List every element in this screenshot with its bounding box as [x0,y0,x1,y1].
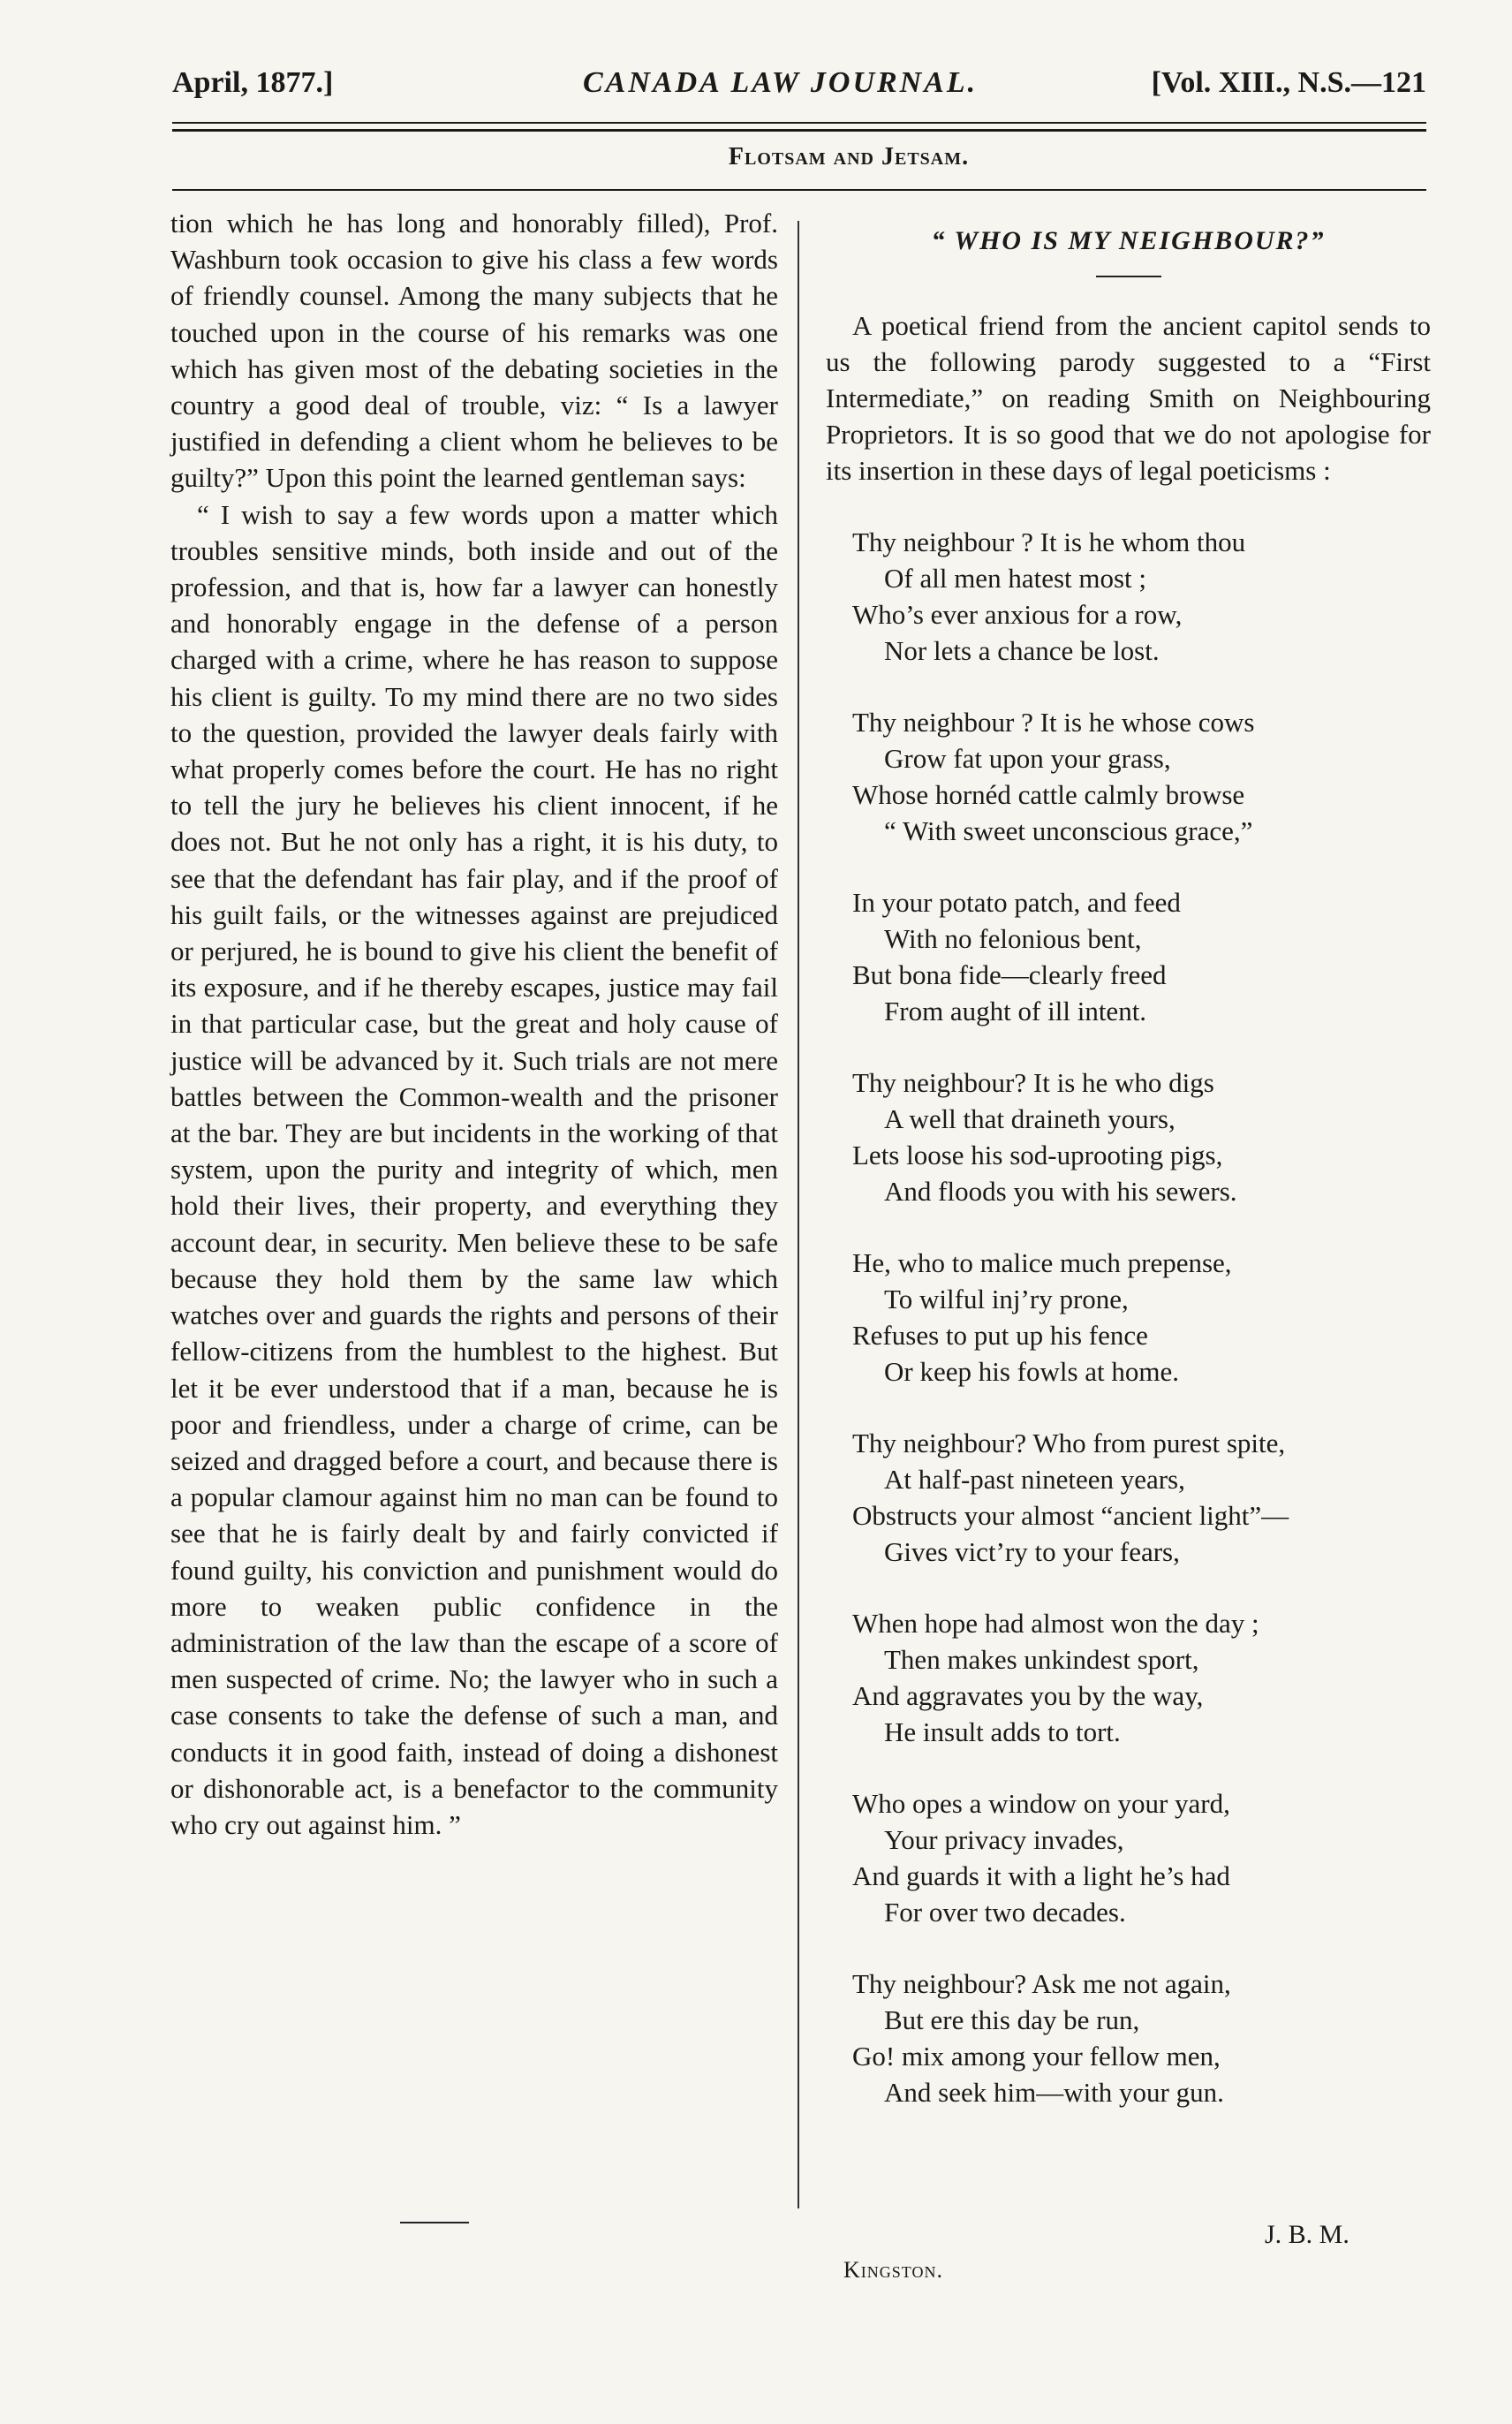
journal-title: CANADA LAW JOURNAL. [583,66,979,99]
stanza-line: And aggravates you by the way, [852,1680,1204,1711]
stanza-line: Refuses to put up his fence [852,1320,1148,1351]
stanza-9 [826,1966,1431,2110]
stanza-line: Your privacy invades, [884,1824,1124,1855]
stanza-line: Gives vict’ry to your fears, [884,1536,1180,1567]
stanza-5 [826,1245,1431,1390]
stanza-line: Who’s ever anxious for a row, [852,599,1183,630]
stanza-line: To wilful inj’ry prone, [884,1284,1129,1314]
stanza-line: Grow fat upon your grass, [884,743,1171,774]
right-column [826,205,1431,2110]
stanza-4 [826,1064,1431,1209]
poem-signature: J. B. M. [1265,2220,1349,2249]
stanza-7 [826,1605,1431,1750]
stanza-1 [826,524,1431,669]
stanza-6 [826,1425,1431,1570]
stanza-8 [826,1785,1431,1930]
stanza-line: And guards it with a light he’s had [852,1860,1230,1891]
header-rule-top [172,122,1426,124]
stanza-line: Go! mix among your fellow men, [852,2041,1221,2072]
stanza-line: He, who to malice much prepense, [852,1247,1232,1278]
poem-title: “ WHO IS MY NEIGHBOUR?” [931,226,1326,255]
column-divider [798,221,799,2208]
section-rule [172,189,1426,191]
stanza-line: Thy neighbour? It is he who digs [852,1067,1214,1098]
page-header [172,66,1426,119]
stanza-line: Lets loose his sod-uprooting pigs, [852,1140,1223,1170]
stanza-line: Or keep his fowls at home. [884,1356,1180,1387]
stanza-line: From aught of ill intent. [884,996,1147,1026]
stanza-line: He insult adds to tort. [884,1716,1121,1747]
left-paragraph-2: “ I wish to say a few words upon a matter which troubles sensitive minds, both inside and out of the profession, and that is, how far a lawyer can honestly and honorably engage in the defense of a person charged with a crime, where he has reason to suppose his client is guilty. To my mind there are no two sides to the question, provided the lawyer deals fairly with what properly comes before the court. He has no right to tell the jury he believes his client innocent, if he does not. But he not only has a right, it is his duty, to see that the defendant has fair play, and if the proof of his guilt fails, or the witnesses against are prejudiced or perjured, he is bound to give his client the benefit of its exposure, and if he thereby escapes, justice may fail in that particular case, but the great and holy cause of justice will be advanced by it. Such trials are not mere battles between the Common-wealth and the prisoner at the bar. They are but incidents in the working of that system, upon the purity and integrity of which, men hold their lives, their property, and everything they account dear, in security. Men believe these to be safe because they hold them by the same law which watches over and guards the rights and persons of their fellow-citizens from the humblest to the highest. But let it be ever understood that if a man, because he is poor and friendless, under a charge of crime, can be seized and dragged before a court, and because there is a popular clamour against him no man can be found to see that he is fairly dealt by and fairly convicted if found guilty, his conviction and punishment would do more to weaken public confidence in the administration of the law than the escape of a score of men suspected of crime. No; the lawyer who in such a case consents to take the defense of such a man, and conducts it in good faith, instead of doing a dishonest or dishonorable act, is a benefactor to the community who cry out against him. ” [170,498,778,1840]
left-paragraph-1: tion which he has long and honorably filled), Prof. Washburn took occasion to give his class a few words of friendly counsel. Among the many subjects that he touched upon in the course of his remarks was one which has given most of the debating societies in the country a good deal of trouble, viz: “ Is a lawyer justified in defending a client whom he believes to be guilty?” Upon this point the learned gentleman says: [170,208,778,494]
stanza-line: Obstructs your almost “ancient light”— [852,1500,1289,1531]
stanza-line: Then makes unkindest sport, [884,1644,1199,1675]
stanza-line: And seek him—with your gun. [884,2077,1224,2108]
stanza-line: When hope had almost won the day ; [852,1608,1259,1639]
stanza-line: Thy neighbour? Ask me not again, [852,1968,1231,1999]
poem-place: Kingston. [843,2257,943,2283]
stanza-line: But bona fide—clearly freed [852,959,1167,990]
stanza-2 [826,704,1431,849]
stanza-line: “ With sweet unconscious grace,” [884,815,1253,846]
stanza-line: Whose hornéd cattle calmly browse [852,779,1245,810]
poem-title-rule [1096,276,1161,277]
stanza-line: A well that draineth yours, [884,1103,1176,1134]
stanza-line: At half-past nineteen years, [884,1464,1185,1495]
stanza-line: Nor lets a chance be lost. [884,635,1160,666]
stanza-3 [826,884,1431,1029]
poem-intro: A poetical friend from the ancient capitol sends to us the following parody suggested to a “First Intermediate,” on reading Smith on Neighbouring Proprietors. It is so good that we do not apologise for its insertion in these days of legal poeticisms : [826,310,1431,486]
stanza-line: Thy neighbour ? It is he whose cows [852,707,1255,738]
stanza-line: In your potato patch, and feed [852,887,1181,918]
stanza-line: Who opes a window on your yard, [852,1788,1230,1819]
stanza-line: Thy neighbour? Who from purest spite, [852,1428,1286,1458]
stanza-line: For over two decades. [884,1897,1126,1928]
stanza-line: Thy neighbour ? It is he whom thou [852,526,1246,557]
stanza-line: But ere this day be run, [884,2004,1140,2035]
left-end-rule [400,2222,469,2223]
header-volume: [Vol. XIII., N.S.—121 [1151,66,1426,99]
section-title: Flotsam and Jetsam. [728,143,970,170]
left-column [170,205,778,1843]
header-rule-bottom [172,129,1426,132]
stanza-line: And floods you with his sewers. [884,1176,1237,1207]
stanza-line: With no felonious bent, [884,923,1142,954]
stanza-line: Of all men hatest most ; [884,563,1147,594]
header-date: April, 1877.] [172,66,334,99]
